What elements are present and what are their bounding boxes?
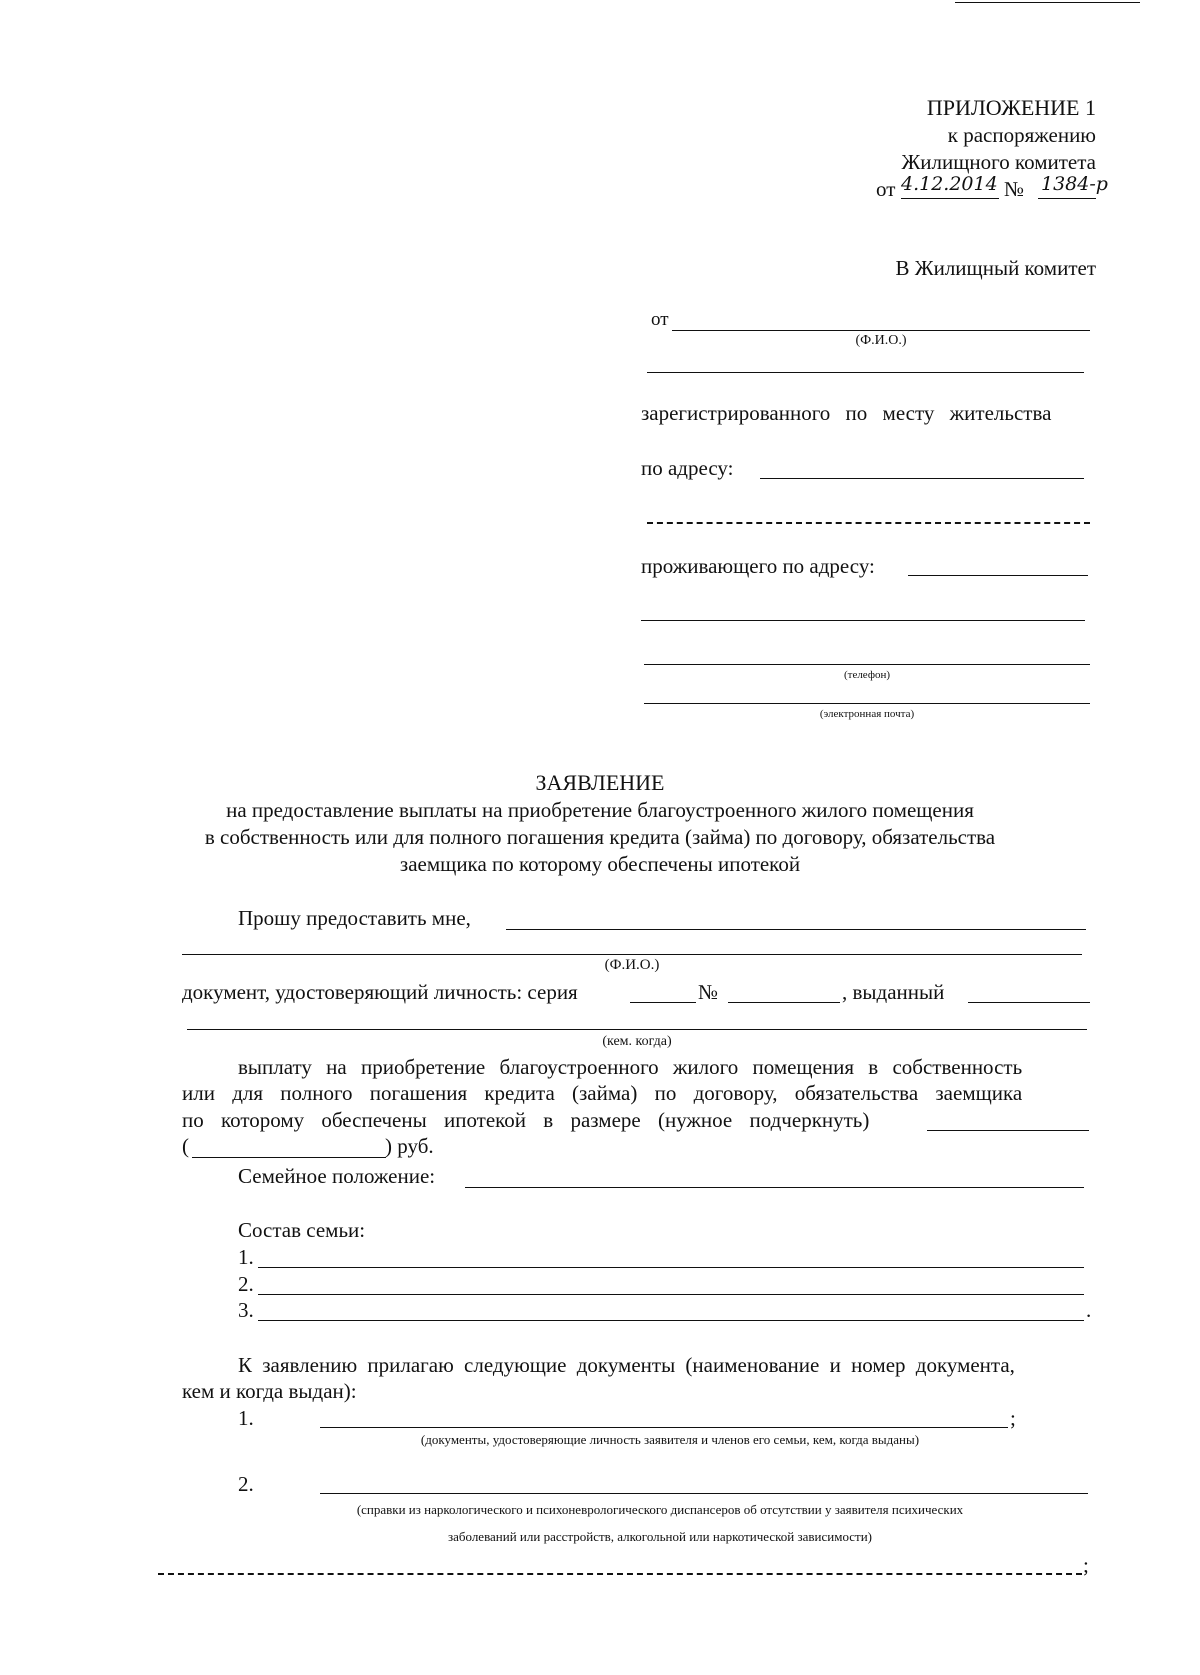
family-item-3-line[interactable] [258,1320,1084,1321]
issued-by-line[interactable] [187,1029,1087,1030]
addressee-address-label: по адресу: [641,456,734,480]
payment-line-2: или для полного погашения кредита (займа) по договору, обязательства заемщика [182,1081,1023,1105]
request-fio-line[interactable] [506,929,1086,930]
addressee-fio-line[interactable] [672,330,1090,331]
request-fio-line-2[interactable] [182,954,1082,955]
payment-line-3: по которому обеспечены ипотекой в размере (нужное подчеркнуть) [182,1108,870,1132]
id-number-line[interactable] [728,1002,840,1003]
attached-line-1: К заявлению прилагаю следующие документы (наименование и номер документа, [238,1353,1015,1377]
statement-subtitle-1: на предоставление выплаты на приобретение благоустроенного жилого помещения [226,798,974,822]
addressee-living-line-2[interactable] [641,620,1085,621]
payment-line-1: выплату на приобретение благоустроенного жилого помещения в собственность [238,1055,1023,1079]
payment-rub: ) руб. [385,1134,434,1158]
payment-words-line[interactable] [192,1157,386,1158]
family-item-3: 3. [238,1298,254,1322]
payment-amount-line[interactable] [927,1130,1089,1131]
appendix-line3: Жилищного комитета [901,150,1096,174]
family-item-2-line[interactable] [258,1294,1084,1295]
scan-top-line [955,2,1140,3]
doc-2-semicolon: ; [1083,1553,1089,1577]
id-issued-label: , выданный [842,980,945,1004]
addressee-fio-line-2[interactable] [647,372,1084,373]
attached-line-2: кем и когда выдан): [182,1379,357,1403]
marital-status-line[interactable] [465,1187,1084,1188]
request-fio-caption: (Ф.И.О.) [604,957,660,973]
family-item-2: 2. [238,1272,254,1296]
appendix-date: 4.12.2014 [901,173,998,195]
addressee-from-prefix: от [651,309,669,330]
addressee-address-line[interactable] [760,478,1084,479]
appendix-title: ПРИЛОЖЕНИЕ 1 [926,95,1096,120]
addressee-address-line-2[interactable] [647,522,1090,524]
doc-2-line[interactable] [320,1493,1088,1494]
addressee-registered: зарегистрированного по месту жительства [641,401,1052,425]
id-number-label: № [698,980,719,1004]
statement-title: ЗАЯВЛЕНИЕ [535,770,665,795]
appendix-number: 1384-р [1041,173,1108,195]
addressee-phone-caption: (телефон) [843,669,891,681]
statement-subtitle-2: в собственность или для полного погашения кредита (займа) по договору, обязательства [204,825,996,849]
id-document-label: документ, удостоверяющий личность: серия [182,980,578,1004]
family-period: . [1086,1298,1092,1322]
addressee-email-caption: (электронная почта) [819,708,915,720]
doc-1-semicolon: ; [1010,1406,1016,1430]
doc-1-caption: (документы, удостоверяющие личность заявителя и членов его семьи, кем, когда выданы) [420,1432,920,1447]
addressee-fio-caption: (Ф.И.О.) [855,333,907,348]
appendix-line2: к распоряжению [947,123,1096,147]
family-item-1-line[interactable] [258,1267,1084,1268]
addressee-email-line[interactable] [644,703,1090,704]
doc-2-caption-1: (справки из наркологического и психоневрологического диспансеров об отсутствии у заявителя психических [356,1502,964,1517]
addressee-living-line[interactable] [908,575,1088,576]
marital-status-label: Семейное положение: [238,1164,436,1188]
doc-1-number: 1. [238,1406,254,1430]
doc-2-line-2[interactable] [158,1573,1082,1575]
addressee-to: В Жилищный комитет [895,256,1096,280]
request-text: Прошу предоставить мне, [238,906,471,930]
id-issued-line[interactable] [968,1002,1090,1003]
payment-paren-open: ( [182,1134,189,1158]
issued-by-caption: (кем. когда) [602,1034,672,1049]
appendix-from-prefix: от [876,177,896,201]
doc-1-line[interactable] [320,1427,1008,1428]
appendix-date-number [876,175,1126,207]
family-label: Состав семьи: [238,1218,366,1242]
appendix-number-prefix: № [1004,177,1025,201]
doc-2-number: 2. [238,1472,254,1496]
id-series-line[interactable] [630,1002,696,1003]
addressee-phone-line[interactable] [644,664,1090,665]
family-item-1: 1. [238,1245,254,1269]
doc-2-caption-2: заболеваний или расстройств, алкогольной или наркотической зависимости) [447,1529,873,1544]
statement-subtitle-3: заемщика по которому обеспечены ипотекой [399,852,801,876]
addressee-living-label: проживающего по адресу: [641,554,875,578]
